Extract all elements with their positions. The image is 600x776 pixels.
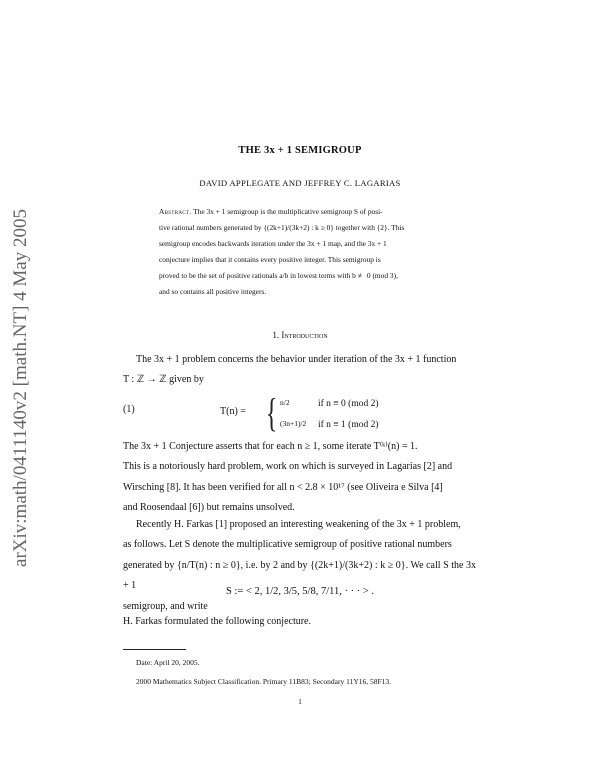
equation-number: (1) — [123, 404, 135, 415]
equation-lhs: T(n) = — [220, 406, 246, 417]
abstract-line: The 3x + 1 semigroup is the multiplicative semigroup S of posi- — [193, 207, 383, 216]
text-line: Wirsching [8]. It has been verified for all n < 2.8 × 10¹⁷ (see Oliveira e Silva [4] — [123, 481, 443, 493]
text-line: The 3x + 1 Conjecture asserts that for each n ≥ 1, some iterate T⁽ᵏ⁾(n) = 1. — [123, 441, 418, 452]
paragraph-farkas — [123, 515, 476, 617]
paper-authors: DAVID APPLEGATE AND JEFFREY C. LAGARIAS — [199, 178, 401, 188]
footnote-date: Date: April 20, 2005. — [136, 658, 200, 667]
text-line: as follows. Let S denote the multiplicative semigroup of positive rational numbers — [123, 539, 452, 551]
text-line: generated by {n/T(n) : n ≥ 0}, i.e. by 2 and by {(2k+1)/(3k+2) : k ≥ 0}. We call S the 3x + 1 — [123, 559, 476, 592]
abstract-line: semigroup encodes backwards iteration under the 3x + 1 map, and the 3x + 1 — [159, 239, 387, 249]
paragraph-conjecture — [123, 437, 476, 519]
footnote-divider — [123, 649, 186, 650]
case1-value: n/2 — [280, 398, 290, 407]
case2-condition: if n ≡ 1 (mod 2) — [318, 420, 379, 430]
abstract — [159, 204, 445, 301]
footnote-msc: 2000 Mathematics Subject Classification. Primary 11B83; Secondary 11Y16, 58F13. — [136, 677, 392, 686]
text-line: semigroup, and write — [123, 600, 208, 612]
text-line: This is a notoriously hard problem, work on which is surveyed in Lagarias [2] and — [123, 461, 453, 473]
text-line: T : ℤ → ℤ given by — [123, 374, 204, 386]
text-line: and Roosendaal [6]) but remains unsolved. — [123, 502, 295, 514]
abstract-line: conjecture implies that it contains every positive integer. This semigroup is — [159, 255, 381, 265]
semigroup-definition: S := < 2, 1/2, 3/5, 5/8, 7/11, · · · > . — [225, 586, 375, 597]
paper-title: THE 3x + 1 SEMIGROUP — [238, 145, 362, 156]
arxiv-identifier: arXiv:math/0411140v2 [math.NT] 4 May 2005 — [10, 209, 31, 567]
abstract-line: tive rational numbers generated by {(2k+1)/(3k+2) : k ≥ 0} together with {2}. This — [159, 223, 405, 233]
section-title: Introduction — [281, 330, 328, 340]
equation-collatz-map — [220, 392, 410, 436]
left-brace-icon: { — [265, 390, 278, 435]
paragraph-intro — [123, 350, 476, 391]
paragraph-farkas-conjecture: H. Farkas formulated the following conjecture. — [123, 616, 311, 627]
case2-value: (3n+1)/2 — [280, 419, 307, 428]
text-line: Recently H. Farkas [1] proposed an interesting weakening of the 3x + 1 problem, — [136, 519, 461, 530]
case1-condition: if n ≡ 0 (mod 2) — [318, 399, 379, 409]
abstract-line: and so contains all positive integers. — [159, 287, 267, 297]
section-heading — [0, 330, 600, 340]
section-number: 1. — [272, 330, 280, 340]
abstract-line: proved to be the set of positive rationals a/b in lowest terms with b ≢ 0 (mod 3), — [159, 271, 398, 281]
text-line: The 3x + 1 problem concerns the behavior under iteration of the 3x + 1 function — [136, 354, 457, 365]
abstract-label: Abstract. — [159, 207, 192, 216]
page-number: 1 — [298, 697, 302, 706]
